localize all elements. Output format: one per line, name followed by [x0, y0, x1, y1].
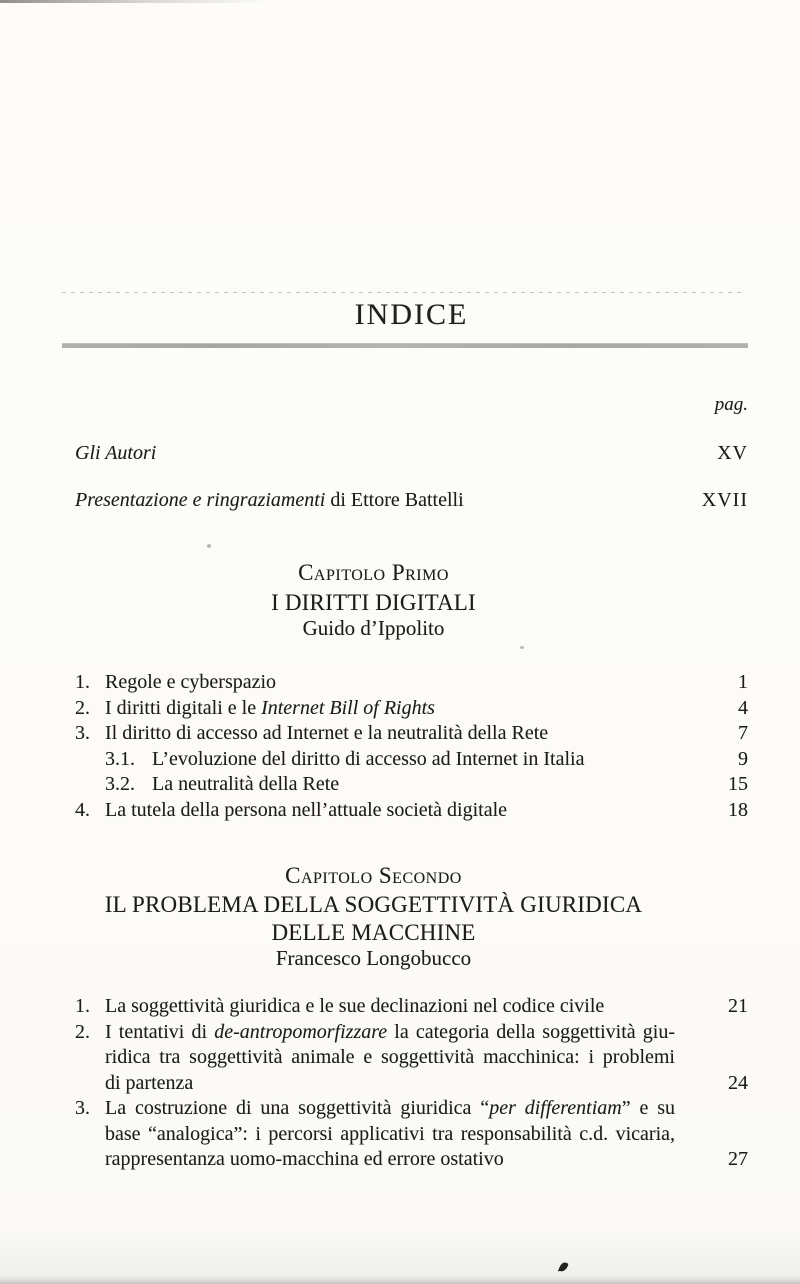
entry-page-number: 15 [728, 773, 748, 795]
entry-text [105, 798, 675, 824]
entry-page-number: 1 [738, 671, 748, 693]
entry-text-line [105, 670, 675, 696]
entry-text [152, 772, 645, 798]
chapter-1-kicker: Capitolo Primo [298, 560, 449, 585]
entry-text-line [105, 1020, 675, 1046]
toc-entry [75, 772, 748, 798]
front-matter-row [75, 441, 748, 465]
text-segment: rappresentanza uomo-macchina ed errore ostativo [105, 1148, 504, 1170]
chapter-2-kicker: Capitolo Secondo [285, 863, 462, 888]
entry-number: 3.1. [105, 747, 135, 770]
entry-number: 2. [75, 696, 90, 719]
italic-text-segment: Gli Autori [75, 442, 157, 464]
entry-text-line [105, 721, 675, 747]
front-matter-page-number: XV [717, 442, 748, 464]
text-segment: I tentativi di [105, 1020, 215, 1043]
entry-text [105, 721, 675, 747]
italic-text-segment: per differentiam [489, 1097, 622, 1119]
chapter-2-title-line-1: IL PROBLEMA DELLA SOGGETTIVITÀ GIURIDICA [104, 892, 643, 917]
text-segment: ridica tra soggettività animale e soggettività macchinica: i problemi [105, 1046, 675, 1068]
front-matter-page-number: XVII [701, 489, 748, 511]
text-segment: ” e su [621, 1097, 675, 1119]
text-segment: La tutela della persona nell’attuale società digitale [105, 798, 508, 821]
entry-text [105, 1020, 675, 1097]
page-title: INDICE [354, 298, 469, 331]
entry-page-number: 9 [738, 747, 748, 770]
entry-page-number: 27 [728, 1148, 748, 1170]
text-segment: Regole e cyberspazio [105, 671, 277, 693]
italic-text-segment: de-antropomorfizzare [214, 1020, 388, 1043]
italic-text-segment: Presentazione e ringraziamenti [75, 489, 326, 511]
entry-text-line [105, 696, 675, 722]
page-column-label: pag. [714, 394, 748, 415]
entry-text [105, 696, 675, 722]
text-segment: base “analogica”: i percorsi applicativi tra responsabilità c.d. vicaria, [105, 1122, 675, 1145]
toc-entry [75, 747, 748, 773]
entry-page-number: 24 [728, 1071, 748, 1094]
entry-text-line [105, 1045, 675, 1071]
text-segment: La neutralità della Rete [152, 773, 340, 795]
toc-entry [75, 670, 748, 696]
entry-page-number: 21 [728, 995, 748, 1017]
chapter-1-entries [75, 670, 748, 823]
scan-edge-shadow-bottom [0, 1275, 800, 1284]
entry-number: 3. [75, 1097, 90, 1119]
toc-entry [75, 696, 748, 722]
front-matter-title [75, 488, 464, 512]
ink-speck [207, 544, 211, 548]
dotted-hairline-rule [62, 292, 743, 293]
chapter-1-author: Guido d’Ippolito [302, 616, 445, 640]
front-matter-title [75, 441, 156, 465]
chapter-2-title-line-2: DELLE MACCHINE [271, 920, 476, 945]
scan-edge-artifact-top [0, 0, 270, 3]
chapter-2-title [75, 891, 672, 947]
entry-text-line [105, 1096, 675, 1122]
toc-entry [75, 1020, 748, 1097]
toc-entry [75, 798, 748, 824]
entry-text-line [105, 798, 675, 824]
entry-number: 2. [75, 1020, 90, 1043]
entry-number: 1. [75, 995, 90, 1017]
entry-number: 4. [75, 798, 90, 821]
entry-number: 3.2. [105, 773, 135, 795]
front-matter-row [75, 488, 748, 512]
text-segment: La soggettività giuridica e le sue declinazioni nel codice civile [105, 995, 605, 1017]
entry-text-line [105, 1147, 675, 1173]
entry-page-number: 7 [738, 722, 748, 744]
entry-number: 3. [75, 722, 90, 744]
text-segment: di partenza [105, 1071, 194, 1094]
entry-text-line [152, 772, 645, 798]
entry-text-line [152, 747, 645, 773]
entry-text-line [105, 1122, 675, 1148]
entry-text [152, 747, 645, 773]
entry-text [105, 670, 675, 696]
text-segment: L’evoluzione del diritto di accesso ad Internet in Italia [152, 747, 585, 770]
toc-entry [75, 721, 748, 747]
ink-speck [520, 646, 524, 649]
chapter-2-entries [75, 994, 748, 1173]
italic-text-segment: Internet Bill of Rights [261, 696, 435, 719]
entry-text-line [105, 1071, 675, 1097]
text-segment: la categoria della soggettività giu- [387, 1020, 675, 1043]
toc-entry [75, 1096, 748, 1173]
entry-page-number: 4 [738, 696, 748, 719]
text-segment: Il diritto di accesso ad Internet e la neutralità della Rete [105, 722, 549, 744]
entry-number: 1. [75, 671, 90, 693]
entry-text [105, 994, 675, 1020]
text-segment: di Ettore Battelli [325, 489, 464, 511]
text-segment: I diritti digitali e le [105, 696, 262, 719]
page-content [75, 0, 748, 1284]
chapter-2-author: Francesco Longobucco [275, 946, 472, 970]
text-segment: La costruzione di una soggettività giuridica “ [105, 1097, 490, 1119]
thick-gray-rule [62, 343, 748, 348]
entry-text [105, 1096, 675, 1173]
entry-text-line [105, 994, 675, 1020]
chapter-1-title: I DIRITTI DIGITALI [271, 590, 476, 615]
entry-page-number: 18 [728, 798, 748, 821]
toc-entry [75, 994, 748, 1020]
